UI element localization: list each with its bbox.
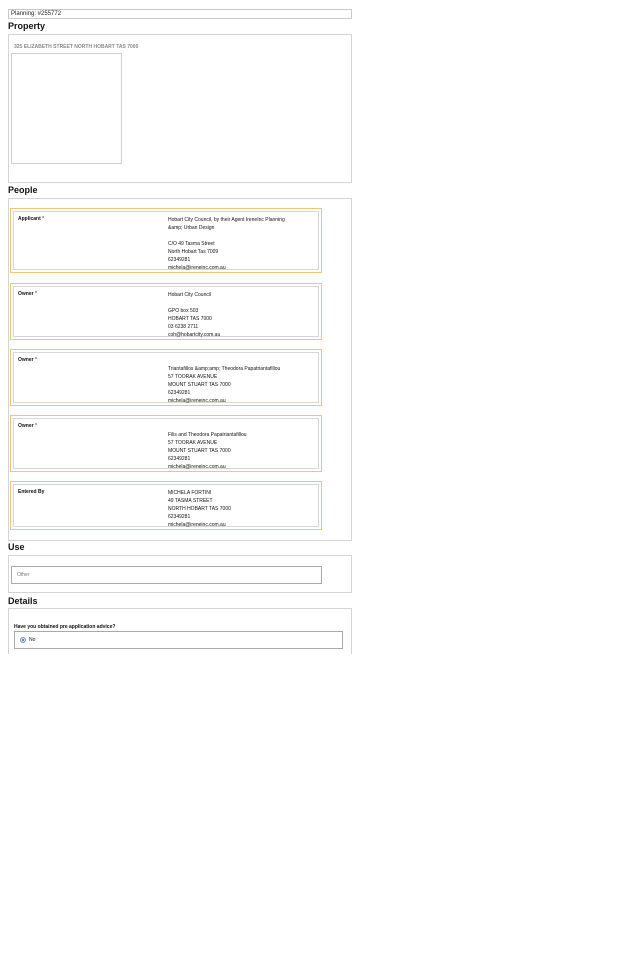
detail-line: Triantafillos &amp;amp; Theodora Papatriantafillou <box>168 366 281 372</box>
detail-line: North Hobart Tas 7009 <box>168 249 219 255</box>
required-marker: * <box>34 357 37 363</box>
planning-reference: Planning: #255772 <box>8 9 352 19</box>
detail-line: NORTH HOBART TAS 7000 <box>168 506 231 512</box>
person-card-owner-2 <box>10 349 322 406</box>
person-details <box>168 216 285 272</box>
detail-line: Hobart City Council <box>168 292 212 298</box>
detail-line: coh@hobartcity.com.au <box>168 332 221 338</box>
detail-line: Filis and Theodora Papatriantafillou <box>168 432 247 438</box>
detail-line: MICHELA FORTINI <box>168 490 212 496</box>
person-role: Owner * <box>18 423 37 429</box>
person-role: Applicant * <box>18 216 45 222</box>
person-role: Entered By <box>18 489 45 495</box>
required-marker: * <box>42 216 45 222</box>
use-heading: Use <box>8 542 25 552</box>
detail-line: 62349281 <box>168 456 191 462</box>
person-card-owner-1 <box>10 283 322 340</box>
radio-button[interactable] <box>20 637 26 643</box>
detail-line: 57 TOORAK AVENUE <box>168 440 218 446</box>
detail-line: 62349281 <box>168 514 191 520</box>
detail-line: michela@ireneinc.com.au <box>168 522 226 528</box>
person-details <box>168 489 231 529</box>
person-details <box>168 431 247 471</box>
detail-line: C/O 49 Tasma Street <box>168 241 215 247</box>
detail-line: 62349281 <box>168 390 191 396</box>
pre-application-answer-box <box>14 631 343 649</box>
detail-line: HOBART TAS 7000 <box>168 316 212 322</box>
detail-line: MOUNT STUART TAS 7000 <box>168 448 231 454</box>
detail-line <box>168 299 220 307</box>
detail-line: 62349281 <box>168 257 191 263</box>
detail-line <box>168 232 285 240</box>
detail-line: michela@ireneinc.com.au <box>168 464 226 470</box>
detail-line: michela@ireneinc.com.au <box>168 398 226 404</box>
person-card-entered-by <box>10 481 322 530</box>
person-role: Owner * <box>18 357 37 363</box>
property-address: 325 ELIZABETH STREET NORTH HOBART TAS 7000 <box>14 44 139 50</box>
detail-line: GPO box 503 <box>168 308 199 314</box>
person-card-applicant <box>10 208 322 273</box>
person-card-owner-3 <box>10 415 322 472</box>
detail-line: 49 TASMA STREET <box>168 498 213 504</box>
required-marker: * <box>34 423 37 429</box>
detail-line: 57 TOORAK AVENUE <box>168 374 218 380</box>
person-details <box>168 291 220 339</box>
people-heading: People <box>8 185 38 195</box>
property-map[interactable] <box>11 53 122 164</box>
detail-line: &amp; Urban Design <box>168 225 215 231</box>
person-details <box>168 365 280 405</box>
pre-application-question: Have you obtained pre application advice? <box>14 624 116 630</box>
person-role: Owner * <box>18 291 37 297</box>
radio-label-no[interactable]: No <box>29 637 36 643</box>
details-heading: Details <box>8 596 38 606</box>
detail-line: MOUNT STUART TAS 7000 <box>168 382 231 388</box>
use-field[interactable]: Other <box>11 566 322 584</box>
required-marker: * <box>34 291 37 297</box>
property-heading: Property <box>8 21 46 31</box>
detail-line: michela@ireneinc.com.au <box>168 265 226 271</box>
detail-line: Hobart City Council, by their Agent IreneInc Planning <box>168 217 285 223</box>
detail-line: 03 6238 2711 <box>168 324 199 330</box>
